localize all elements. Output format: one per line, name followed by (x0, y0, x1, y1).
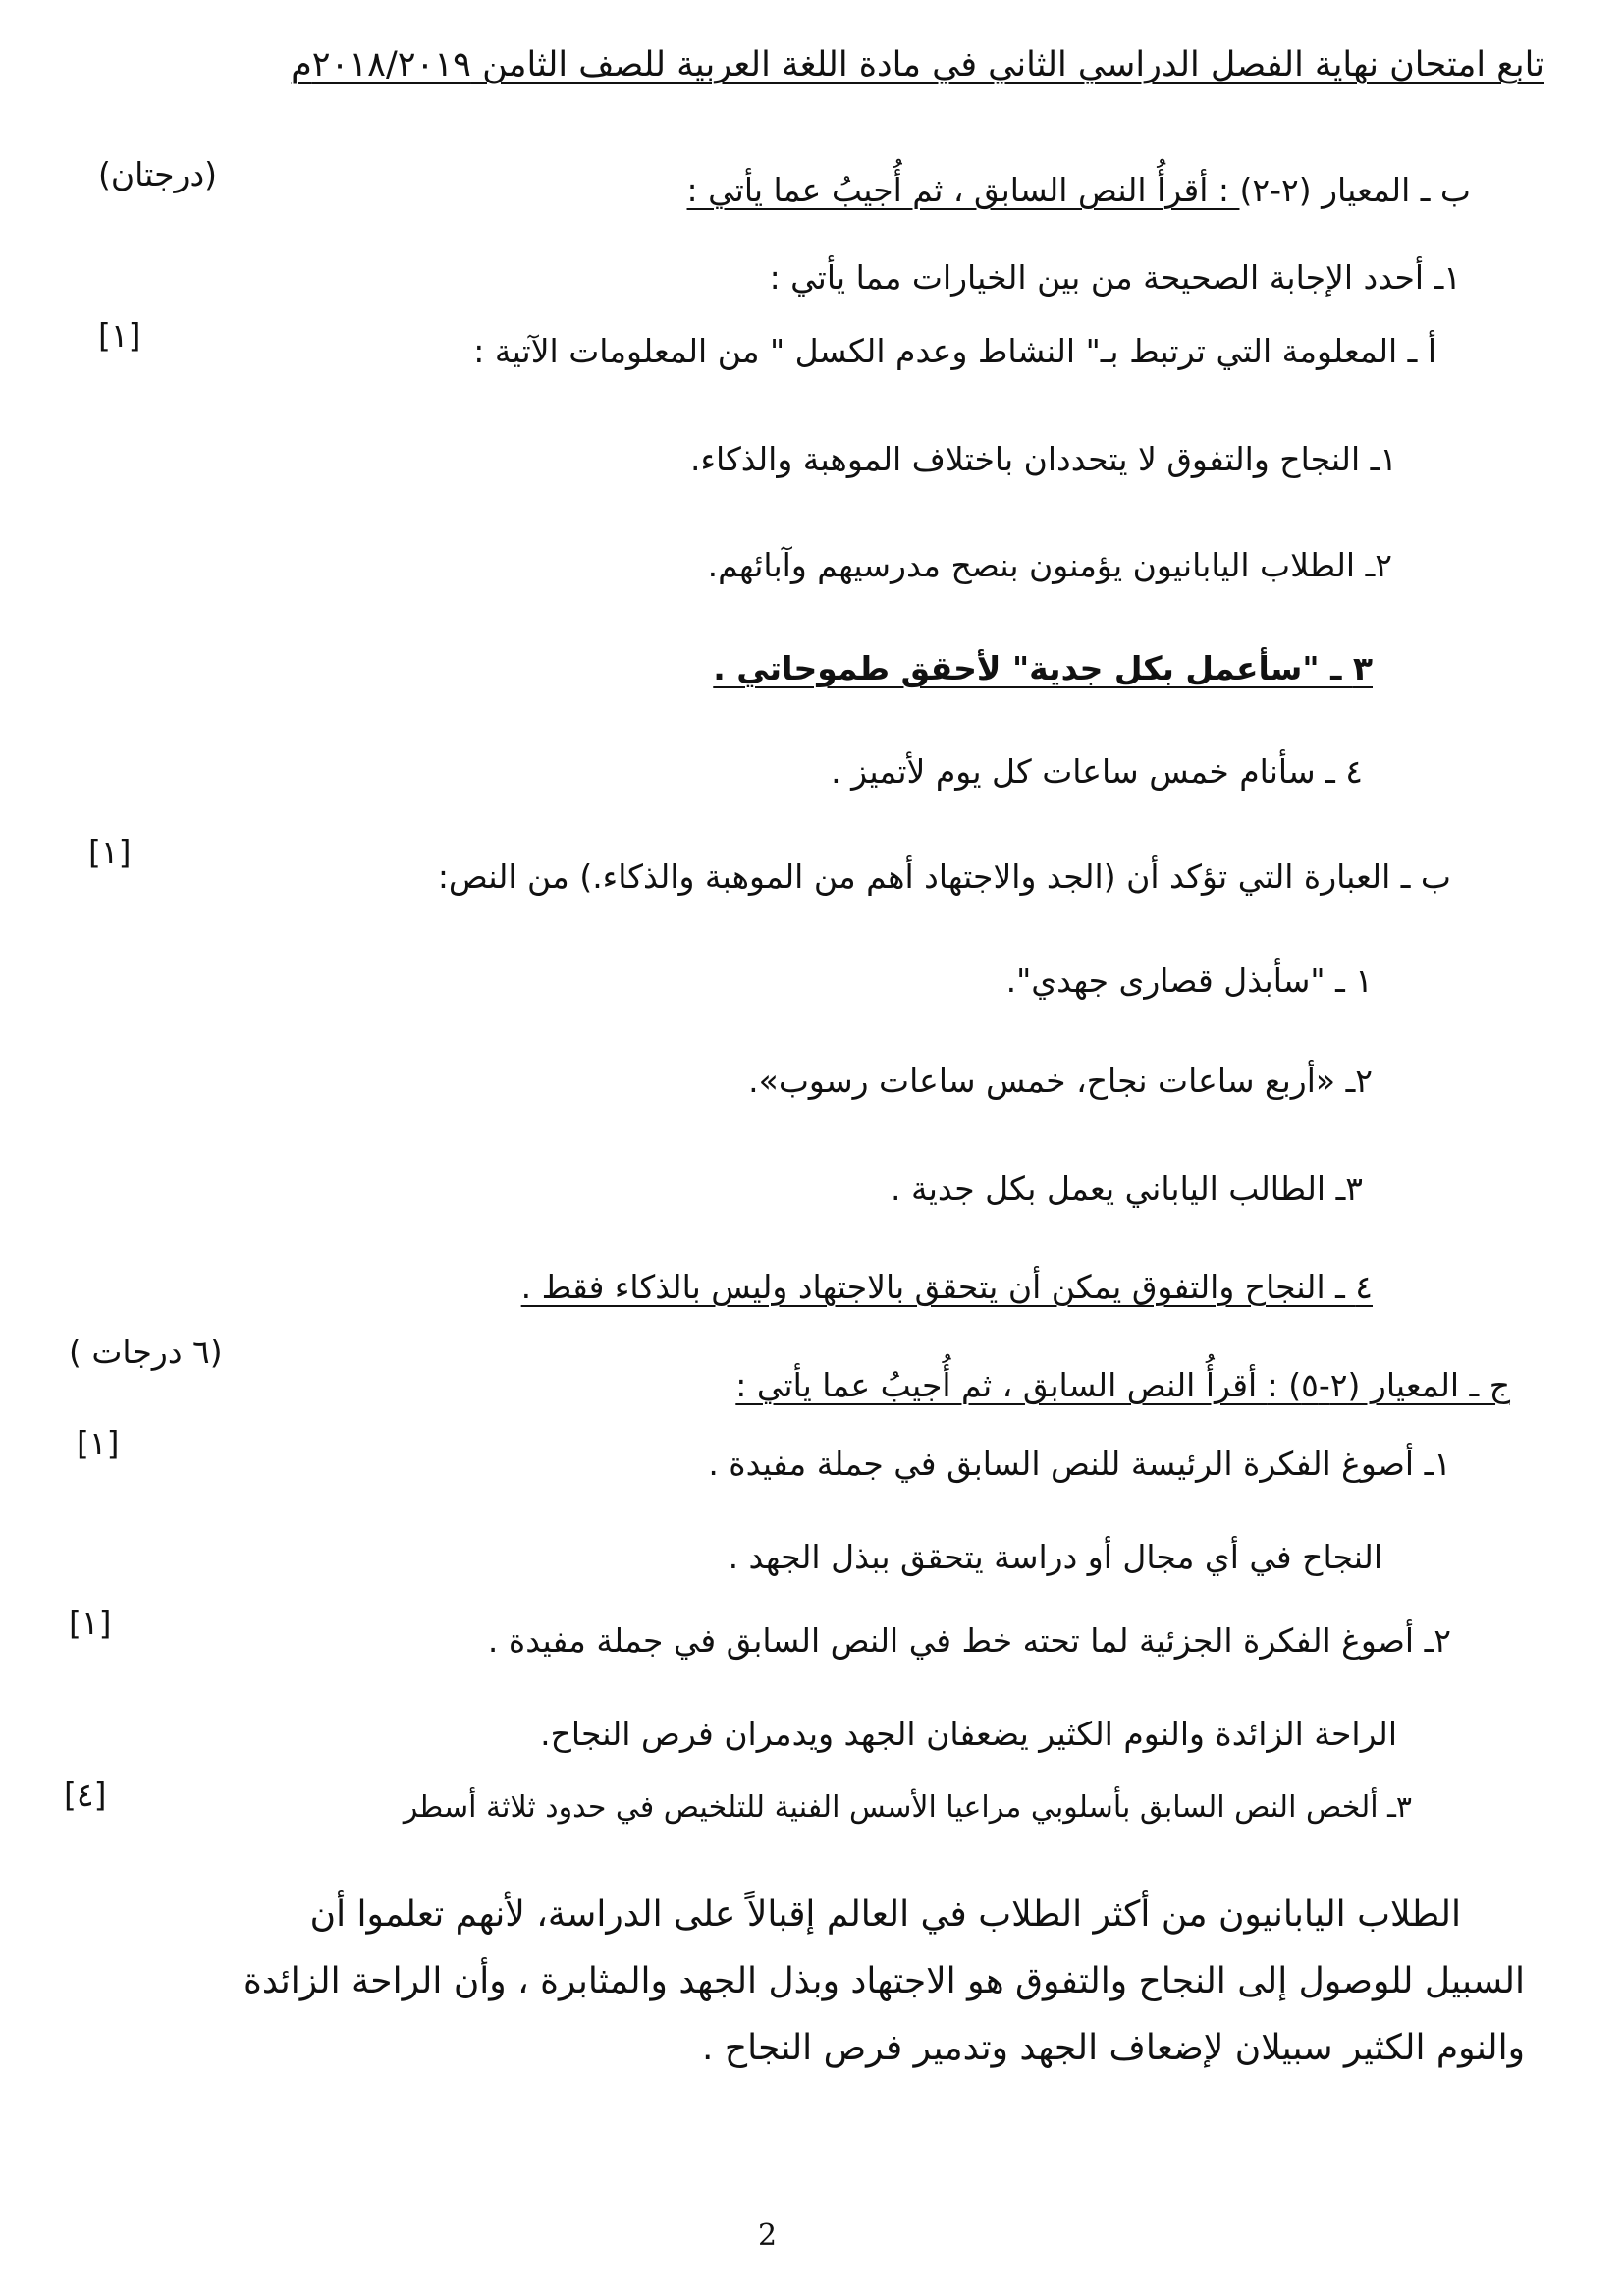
section-c-instruction: أقرأُ النص السابق ، ثم أُجيبُ عما يأتي : (735, 1366, 1268, 1404)
part-b-option-4: ٤ ـ النجاح والتفوق يمكن أن يتحقق بالاجتهاد وليس بالذكاء فقط . (520, 1268, 1373, 1306)
c-q3-answer-line-1: الطلاب اليابانيون من أكثر الطلاب في العالم إقبالاً على الدراسة، لأنهم تعلموا أن (309, 1894, 1461, 1935)
section-b-standard: ب ـ المعيار (٢-٢) (1239, 171, 1471, 209)
page-number: 2 (758, 2218, 778, 2253)
section-c-marks: (٦ درجات ) (69, 1333, 223, 1371)
part-b-option-1: ١ ـ "سأبذل قصارى جهدي". (1005, 961, 1373, 1000)
c-q1-question: ١ـ أصوغ الفكرة الرئيسة للنص السابق في جملة مفيدة . (708, 1445, 1451, 1483)
part-b-mark: [١] (88, 833, 132, 871)
c-q3-answer-line-2: السبيل للوصول إلى النجاح والتفوق هو الاجتهاد وبذل الجهد والمثابرة ، وأن الراحة الزائدة (243, 1961, 1525, 2001)
c-q2-answer: الراحة الزائدة والنوم الكثير يضعفان الجهد ويدمران فرص النجاح. (540, 1715, 1397, 1753)
c-q1-mark: [١] (77, 1424, 120, 1462)
part-a-mark: [١] (98, 316, 141, 355)
c-q2-mark: [١] (69, 1604, 112, 1642)
part-b-question: ب ـ العبارة التي تؤكد أن (الجد والاجتهاد أهم من الموهبة والذكاء.) من النص: (437, 857, 1451, 896)
section-b-instruction: : أقرأُ النص السابق ، ثم أُجيبُ عما يأتي : (686, 171, 1240, 209)
section-b-marks: (درجتان) (98, 155, 218, 193)
section-c-heading (735, 1365, 1510, 1405)
c-q3-question: ٣ـ ألخص النص السابق بأسلوبي مراعيا الأسس الفنية للتلخيص في حدود ثلاثة أسطر (403, 1790, 1412, 1825)
c-q1-answer: النجاح في أي مجال أو دراسة يتحقق ببذل الجهد . (728, 1538, 1382, 1576)
c-q3-mark: [٤] (64, 1776, 107, 1814)
c-q2-question: ٢ـ أصوغ الفكرة الجزئية لما تحته خط في النص السابق في جملة مفيدة . (487, 1621, 1451, 1660)
part-a-option-3: ٣ ـ "سأعمل بكل جدية" لأحقق طموحاتي . (713, 649, 1373, 687)
part-a-option-2: ٢ـ الطلاب اليابانيون يؤمنون بنصح مدرسيهم وآبائهم. (707, 546, 1392, 584)
section-b-heading (687, 170, 1471, 210)
q1-instruction: ١ـ أحدد الإجابة الصحيحة من بين الخيارات مما يأتي : (769, 258, 1461, 297)
part-a-question: أ ـ المعلومة التي ترتبط بـ" النشاط وعدم الكسل " من المعلومات الآتية : (473, 332, 1436, 370)
part-a-option-1: ١ـ النجاح والتفوق لا يتحددان باختلاف الموهبة والذكاء. (690, 440, 1397, 478)
section-c-standard: ج ـ المعيار (٢-٥) : (1267, 1366, 1510, 1404)
part-b-option-2: ٢ـ «أربع ساعات نجاح، خمس ساعات رسوب». (748, 1062, 1373, 1100)
exam-title: تابع امتحان نهاية الفصل الدراسي الثاني في مادة اللغة العربية للصف الثامن ٢٠١٨/٢٠١٩م (291, 45, 1544, 84)
part-b-option-3: ٣ـ الطالب الياباني يعمل بكل جدية . (891, 1170, 1363, 1208)
part-a-option-4: ٤ ـ سأنام خمس ساعات كل يوم لأتميز . (831, 752, 1363, 791)
c-q3-answer-line-3: والنوم الكثير سبيلان لإضعاف الجهد وتدمير فرص النجاح . (702, 2028, 1525, 2068)
